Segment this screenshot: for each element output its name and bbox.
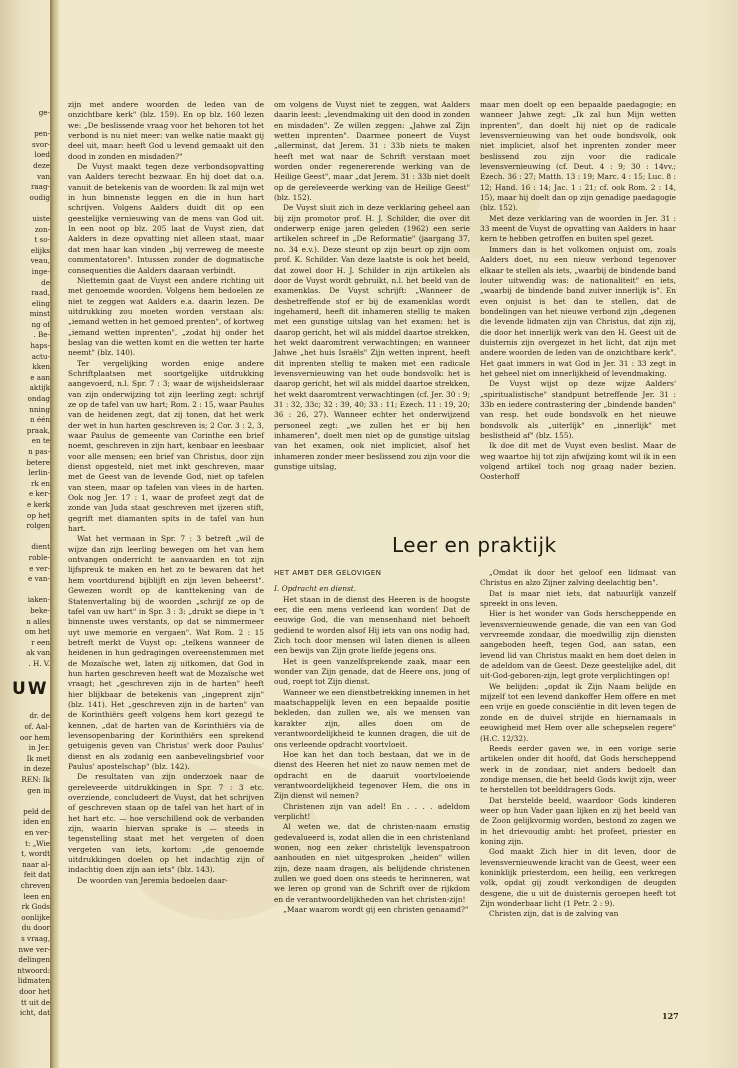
fragment-line: lidmaten xyxy=(17,976,50,986)
article-subhead: HET AMBT DER GELOVIGEN xyxy=(274,568,382,577)
paragraph: We belijden: „opdat ik Zijn Naam belijde en mijzelf tot een levend dankoffer Hem offere en met een vrije en goede consciëntie in dit leven tegen de zonde en de duivel strijde en hiernamaals in eeuwigheid met Hem over alle schepselen regere" (H.C. 12/32). xyxy=(480,681,676,743)
fragment-line: zon- xyxy=(34,224,50,234)
fragment-line: t so- xyxy=(34,235,50,245)
fragment-line: Ik met xyxy=(26,753,50,763)
paragraph: Wat het vermaan in Spr. 7 : 3 betreft „wil de wijze dan zijn leerling bewegen om het van hem ontvangen onderricht te aanvaarden en tot zijn lijfspreuk te maken en het zo te bewaren dat het hem voortdurend bijblijft en zijn leven beheerst". Gewezen wordt op de kanttekening van de Statenvertaling bij de woorden „schrijf ze op de tafel van uw hart" in Spr. 3 : 3: „drukt se diepe in 't binnenste uwes verstants, op dat se nimmermeer uyt uwe memorie en vergaen". Wat Rom. 2 : 15 betreft merkt de Vuyst op: „telkens wanneer de heidenen in hun gedragingen overeenstemmen met de Mozaïsche wet, laten zij uitkomen, dat God in hun harten geschreven heeft wat de Mozaïsche wet vraagt; het „geschreven zijn in de harten" heeft hier blijkbaar de betekenis van „ingeprent zijn" (blz. 141). Het „geschreven zijn in de harten" van de Korinthiërs geeft volgens hem kort gezegd te kennen, „dat de harten van de Korinthiërs via de levensopenbaring der Korinthiërs een sprekend getuigenis geven van Christus' werk door Paulus' dienst en als zodanig een aanbevelingsbrief voor Paulus' apostelschap" (blz. 142). xyxy=(68,534,264,771)
paragraph: De resultaten van zijn onderzoek naar de gereleveerde uitdrukkingen in Spr. 7 : 3 etc. overziende, concludeert de Vuyst, dat het schrijven of geschreven staan op de tafel van het hart of in het hart etc. — hoe verschillend ook de verbanden zijn, waarin hiervan sprake is — steeds in tegenstelling staat met het vergeten of doen vergeten van iets, kortom: „de genoemde uitdrukkingen doelen op het indachtig zijn of indachtig doen zijn aan iets" (blz. 143). xyxy=(68,772,264,875)
fragment-line: iden en xyxy=(23,817,50,827)
fragment-line: REN: Ik xyxy=(21,775,50,785)
fragment-line: . H. V. xyxy=(28,658,50,668)
fragment-line: oudig xyxy=(29,192,50,202)
fragment-line: deze xyxy=(33,160,50,170)
page-number: 127 xyxy=(662,1011,679,1021)
fragment-line: chreven xyxy=(20,880,50,890)
fragment-line: ntwoord: xyxy=(17,965,50,975)
fragment-line: dient xyxy=(31,542,50,552)
fragment-line: kken xyxy=(32,362,50,372)
paragraph: „Omdat ik door het geloof een lidmaat van Christus en alzo Zijner zalving deelachtig ben". xyxy=(480,568,676,588)
paragraph: om volgens de Vuyst niet te zeggen, wat Aalders daarin leest: „levendmaking uit den dood in zonden en misdaden". Ze willen zeggen: „Jahwe zal Zijn wetten inprenten". Daarmee poneert de Vuyst „allerminst, dat Jerem. 31 : 33b niets te maken heeft met wat naar de Schrift verstaan moet worden onder regenererende werking van de Heilige Geest", maar „dat Jerem. 31 : 33b niet doelt op de gereleveerde werking van de Heilige Geest" (blz. 152). xyxy=(274,100,470,203)
fragment-line: gen in xyxy=(27,785,50,795)
fragment-line xyxy=(14,796,50,807)
fragment-line: in Jer. xyxy=(28,743,50,753)
column-1 xyxy=(68,100,264,886)
fragment-line: veau, xyxy=(30,256,50,266)
paragraph: „Maar waarom wordt gij een christen genaamd?" xyxy=(283,905,469,914)
fragment-line: betere xyxy=(26,457,50,467)
paragraph: God maakt Zich hier in dit leven, door de levensvernieuwende kracht van de Geest, weer een koninklijk priesterdom, een heilig, een verkregen volk, opdat gij zoudt verkondigen de deugden desgene, die u uit de duisternis geroepen heeft tot Zijn wonderbaar licht (1 Petr. 2 : 9). xyxy=(480,847,676,908)
column-3 xyxy=(480,100,676,483)
fragment-line: peld de xyxy=(23,806,50,816)
fragment-line: e kerk xyxy=(27,499,50,509)
fragment-line: van xyxy=(37,171,50,181)
fragment-line: oonlijke xyxy=(21,912,50,922)
fragment-line: op het xyxy=(27,510,50,520)
fragment-line: icht, dat xyxy=(19,1008,50,1018)
fragment-line: t: „Wie xyxy=(25,838,50,848)
fragment-line: of. Aal- xyxy=(24,722,50,732)
fragment-line: ng of xyxy=(31,319,50,329)
paragraph: De Vuyst wijst op deze wijze Aalders' „spiritualistische" standpunt betreffende Jer. 31 : 33b en iedere contrastering der „bindende banden" van resp. het oude bondsvolk en het nieuwe bondsvolk als „uiterlijk" en „innerlijk" met beslistheid af" (blz. 155). xyxy=(480,379,676,440)
fragment-line: du door xyxy=(21,923,50,933)
fragment-line: door het xyxy=(19,986,50,996)
fragment-line: minst xyxy=(29,309,50,319)
fragment-line: tt uit de xyxy=(20,997,50,1007)
fragment-line: beke- xyxy=(30,605,50,615)
fragment-line: praak, xyxy=(26,425,50,435)
fragment-line: feit dat xyxy=(23,870,50,880)
column-2 xyxy=(274,100,470,472)
fragment-line: in deze xyxy=(23,764,50,774)
paragraph: Christen zijn, dat is de zalving van xyxy=(489,909,619,919)
fragment-line: nwe ver- xyxy=(18,944,50,954)
fragment-line: de xyxy=(41,277,50,287)
fragment-line: rolgen xyxy=(26,521,50,531)
fragment-line: n één xyxy=(29,415,50,425)
fragment-lines-top xyxy=(14,108,50,669)
fragment-heading: UW xyxy=(12,679,49,700)
paragraph: Christenen zijn van adel! En . . . . adeldom verplicht! xyxy=(274,801,470,821)
paragraph: zijn met andere woorden de leden van de onzichtbare kerk" (blz. 159). En op blz. 160 lezen we: „De beslissende vraag voor het behoren tot het verbond is nu niet meer: van welke natie maakt gij deel uit, maar: heeft God u levend gemaakt uit den dood in zonden en misdaden?" xyxy=(68,100,264,161)
previous-page-fragment xyxy=(14,108,50,1019)
paragraph: De Vuyst sluit zich in deze verklaring geheel aan bij zijn promotor prof. H. J. Schilder, die over dit onderwerp enige jaren geleden (1962) een serie artikelen schreef in „De Reformatie" (jaargang 37, no. 34 e.v.). Deze steunt op zijn beurt op zijn oom prof. K. Schilder. Van deze laatste is ook het beeld, dat zowel door H. J. Schilder in zijn artikelen als door de Vuyst wordt gebruikt, n.l. het beeld van de examenklas. De Vuyst schrijft: „Wanneer de desbetreffende stof er bij de examenklas wordt ingehamerd, heeft dit inhameren stellig te maken met een gunstige uitslag van het examen: het is daarop gericht, het wil als middel daartoe strekken, het wekt daaromtrent verwachtingen; en wanneer Jahwe „het huis Israëls" Zijn wetten inprent, heeft dit inprenten stellig te maken met een radicale levensvernieuwing van het oude bondsvolk: het is daarop gericht, het wil als middel daartoe strekken, het wekt daaromtrent verwachtingen (cf. Jer. 30 : 9; 31 : 32, 33c; 32 : 39, 40; 33 : 11; Ezech. 11 : 19, 20; 36 : 26, 27). Wanneer echter het onderwijzend personeel zegt: „we zullen het er bij hen inhameren", doelt men niet op de gunstige uitslag van het examen, ook niet impliciet, alsof het inhameren zonder meer beslissend zou zijn voor die gunstige uitslag, xyxy=(274,203,470,472)
article-column-left xyxy=(274,568,470,915)
fragment-line: en te xyxy=(31,436,50,446)
paragraph: Immers dan is het volkomen onjuist om, zoals Aalders doet, nu een nieuw verbond tegenover elkaar te stellen als iets, „waarbij de bindende band louter uitwendig was: de nationaliteit" en iets, „waarbij de bindende band zuiver innerlijk is". En even onjuist is het dan te stellen, dat de bondelingen van het nieuwe verbond zijn „degenen die levende lidmaten zijn van Christus, dat zijn zij, die door het innerlijk werk van den H. Geest uit de duisternis zijn overgezet in het licht, dat zijn met andere woorden de leden van de onzichtbare kerk". Het gaat immers in wat God in Jer. 31 : 33 zegt in het geheel niet om innerlijkheid of levendmaking. xyxy=(480,244,676,378)
fragment-line: s vraag, xyxy=(21,933,50,943)
section-title: Leer en praktijk xyxy=(392,533,557,557)
fragment-line: lerlin- xyxy=(28,468,50,478)
fragment-line: n alles xyxy=(26,616,50,626)
fragment-line: loed xyxy=(34,150,50,160)
fragment-line: iaken- xyxy=(27,595,50,605)
fragment-line: pen- xyxy=(34,129,50,139)
fragment-line: haps- xyxy=(30,341,50,351)
fragment-line: rk en xyxy=(31,478,50,488)
paragraph: Het staan in de dienst des Heeren is de hoogste eer, die een mens verleend kan worden! Dat de eeuwige God, die van mensenhand niet behoeft gediend te worden alsof Hij iets van ons nodig had, Zich toch door mensen wil laten dienen is alleen een bewijs van Zijn grote liefde jegens ons. xyxy=(274,594,470,656)
paragraph: Hier is het wonder van Gods herscheppende en levensvernieuwende genade, die van een van God vervreemde zondaar, die moedwillig zijn diensten aangeboden heeft, tegen God, aan satan, een levend lid van Christus maakt en hem doet delen in de adeldom van de Geest. Deze geestelijke adel, dit uit-God-geboren-zijn, legt grote verplichtingen op! xyxy=(480,609,676,681)
paragraph: Dat is maar niet iets, dat natuurlijk vanzelf spreekt in ons leven. xyxy=(480,588,676,609)
paragraph: Reeds eerder gaven we, in een vorige serie artikelen onder dit hoofd, dat Gods herscheppend werk in de zondaar, niet anders bedoelt dan zondige mensen, die het beeld Gods kwijt zijn, weer te herstellen tot beelddragers Gods. xyxy=(480,743,676,795)
fragment-line: ge- xyxy=(38,108,50,117)
fragment-line: om het xyxy=(24,627,50,637)
fragment-line: elijks xyxy=(30,245,50,255)
article-column-right xyxy=(480,568,676,920)
fragment-line: dr. de xyxy=(29,711,50,721)
paragraph: Niettemin gaat de Vuyst een andere richting uit met genoemde woorden. Volgens hem bedoelen ze niet te zeggen wat Aalders e.a. daarin lezen. De uitdrukking zou moeten worden verstaan als: „iemand wetten in het gemoed prenten", of kortweg „iemand wetten inprenten", „zodat hij onder het beslag van die wetten komt en die wetten ter harte neemt" (blz. 140). xyxy=(68,275,264,358)
paragraph: Ter vergelijking worden enige andere Schriftplaatsen met soortgelijke uitdrukking aangevoerd, n.l. Spr. 7 : 3; waar de wijsheidsleraar van zijn onderwijzing tot zijn leerling zegt: schrijf ze op de tafel van uw hart; Rom. 2 : 15, waar Paulus van de heidenen zegt, dat zij tonen, dat het werk der wet in hun harten geschreven is; 2 Cor. 3 : 2, 3, waar Paulus de gemeente van Corinthe een brief noemt, geschreven in zijn hart, kenbaar en leesbaar voor alle mensen; een brief van Christus, door zijn dienst opgesteld, niet met inkt geschreven, maar met de Geest van de levende God, niet op tafelen van steen, maar op tafelen van vlees in de harten. Ook nog Jer. 17 : 1, waar de profeet zegt dat de zonde van Juda staat geschreven met ijzeren stift, gegrift met diamanten spits in de tafel van hun hart. xyxy=(68,358,264,534)
fragment-line: r een xyxy=(31,637,50,647)
fragment-lines-bottom xyxy=(14,711,50,1018)
fragment-line: e ker- xyxy=(28,489,50,499)
fragment-line: e aan xyxy=(30,372,50,382)
fragment-line: inge- xyxy=(31,266,50,276)
paragraph: De Vuyst maakt tegen deze verbondsopvatting van Aalders terecht bezwaar. En hij doet dat o.a. vanuit de betekenis van de woorden: Ik zal mijn wet in hun binnenste leggen en die in hun hart schrijven. Volgens Aalders duidt dit op een geestelijke vernieuwing van de mens van God uit. In een noot op blz. 205 laat de Vuyst zien, dat Aalders in deze opvatting niet alleen staat, maar dat men haar kan vinden „bij verreweg de meeste commentatoren". Intussen zonder de dogmatische consequenties die Aalders daaraan verbindt. xyxy=(68,162,264,275)
fragment-line: raag- xyxy=(30,182,50,192)
fragment-line xyxy=(14,532,50,543)
fragment-line: e van- xyxy=(28,574,50,584)
fragment-line: actu- xyxy=(31,351,50,361)
fragment-line xyxy=(14,203,50,214)
fragment-line: nning xyxy=(29,404,50,414)
paragraph: Al weten we, dat de christen-naam ernstig gedevalueerd is, zodat allen die in een christenland wonen, nog een zeker christelijk levenspatroon aanhouden en niet uitgesproken „heiden" willen zijn, deze naam dragen, als belijdende christenen zullen we goed doen ons steeds te herinneren, wat we leren op grond van de Schrift over de rijkdom en de verantwoordelijkheden van het christen-zijn! xyxy=(274,822,470,904)
paragraph: De woorden van Jeremia bedoelen daar- xyxy=(77,875,228,885)
paragraph: Hoe kan het dan toch bestaan, dat we in de dienst des Heeren het niet zo nauw nemen met de opdracht en de daaruit voortvloeiende verantwoordelijkheid tegenover Hem, die ons in Zijn dienst wil nemen? xyxy=(274,749,470,801)
fragment-line: t, wordt xyxy=(21,849,50,859)
fragment-line: rk Gods xyxy=(21,902,50,912)
paragraph: Met deze verklaring van de woorden in Jer. 31 : 33 meent de Vuyst de opvatting van Aalders in haar kern te hebben getroffen en buiten spel gezet. xyxy=(480,213,676,244)
fragment-line: svor- xyxy=(32,139,50,149)
paragraph: Dat herstelde beeld, waardoor Gods kinderen weer op hun Vader gaan lijken en zij het beeld van de Zoon gelijkvormig worden, bestond zo zagen we in het drievoudig ambt: het profeet, priester en koning zijn. xyxy=(480,795,676,846)
fragment-line: naar al- xyxy=(22,859,50,869)
fragment-line: ondag xyxy=(27,394,50,404)
paragraph: Wanneer we een dienstbetrekking innemen in het maatschappelijk leven en een bepaalde positie bekleden, dan zullen we, als we mensen van karakter zijn, alles doen om de verantwoordelijkheid te kunnen dragen, die uit de ons verleende opdracht voortvloeit. xyxy=(274,687,470,749)
fragment-line: aktijk xyxy=(29,383,50,393)
paragraph-with-signature: Ik doe dit met de Vuyst even beslist. Maar de weg waartoe hij tot zijn afwijzing komt wil ik in een volgend artikel toch nog graag nader bezien. Oosterhoff xyxy=(480,441,676,482)
binding-gutter xyxy=(50,0,59,1068)
fragment-line xyxy=(14,119,50,130)
article-subsection: I. Opdracht en dienst. xyxy=(274,584,357,594)
fragment-line: delingen xyxy=(18,955,50,965)
fragment-line: ak van xyxy=(26,648,50,658)
fragment-line: leen en xyxy=(23,891,50,901)
fragment-line: . Be- xyxy=(33,330,50,340)
fragment-line: roble- xyxy=(28,552,50,562)
paragraph: maar men doelt op een bepaalde paedagogie; en wanneer Jahwe zegt: „Ik zal hun Mijn wetten inprenten", dan doelt hij niet op de radicale levensvernieuwing van het oude bondsvolk, ook niet impliciet, alsof het inprenten zonder meer beslissend zou zijn voor die radicale levensvernieuwing (cf. Deut. 4 : 9; 30 : 14vv.; Ezech. 36 : 27; Matth. 13 : 19; Marc. 4 : 15; Luc. 8 : 12; Hand. 16 : 14; Jac. 1 : 21; cf. ook Rom. 2 : 14, 15), maar hij doelt dan op zijn genadige paedagogie (blz. 152). xyxy=(480,100,676,213)
paragraph: Het is geen vanzelfsprekende zaak, maar een wonder van Zijn genade, dat de Heere ons, jong of oud, roept tot Zijn dienst. xyxy=(274,656,470,687)
fragment-line xyxy=(14,585,50,596)
fragment-line: oor hem xyxy=(19,732,50,742)
fragment-line: n pas- xyxy=(28,447,50,456)
fragment-line: eling xyxy=(31,298,50,308)
fragment-line: uiste xyxy=(32,213,50,223)
fragment-line: raad, xyxy=(31,288,50,298)
fragment-line: e ver- xyxy=(29,563,50,573)
fragment-line: en ver- xyxy=(24,828,50,837)
